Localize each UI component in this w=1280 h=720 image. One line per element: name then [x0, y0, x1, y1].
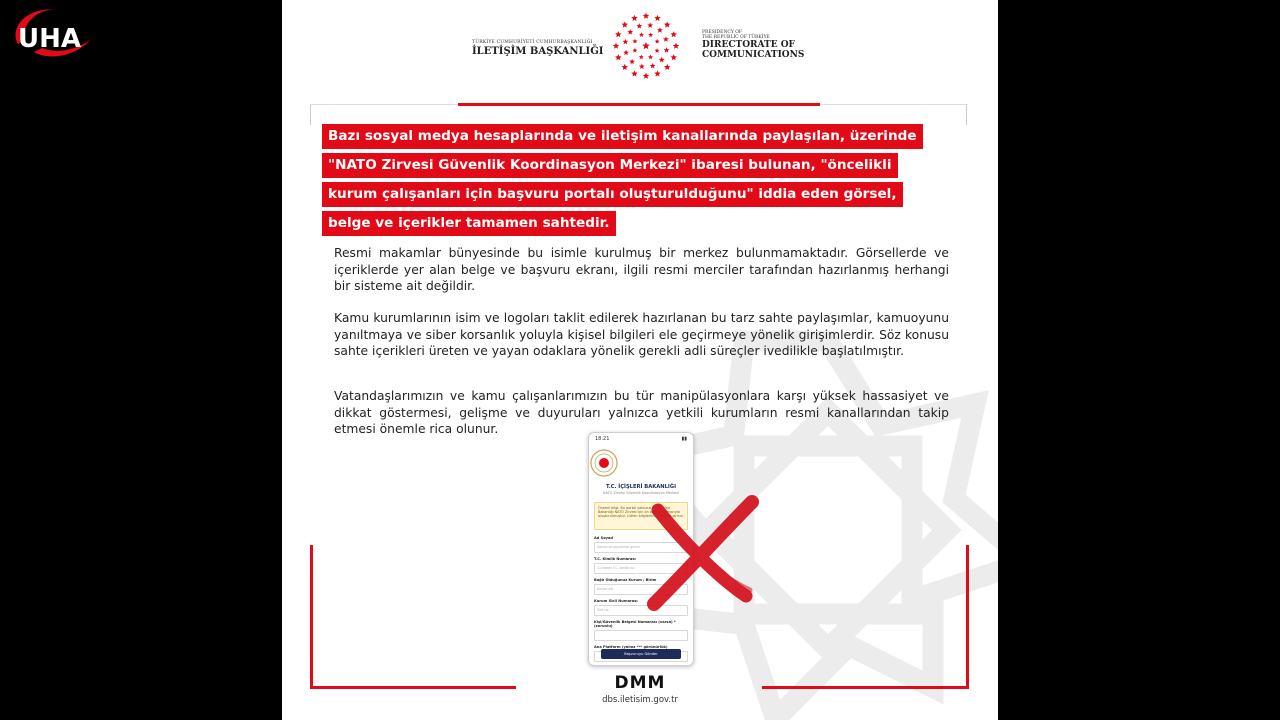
- body-paragraph-2: Kamu kurumlarının isim ve logoları taklit edilerek hazırlanan bu tarz sahte paylaşımlar, kamuoyunu yanıltmaya ve siber korsanlık yoluyla kişisel bilgileri ele geçirmeye yönelik girişimlerdir. Söz konusu sahte içerikleri üreten ve yayan odaklara yönelik gerekli adli süreçler ivedilikle başlatılmıştır.: [334, 311, 949, 358]
- headline: [322, 124, 962, 240]
- channel-logo: [4, 4, 96, 64]
- fake-cross-icon: [638, 492, 766, 612]
- dmm-url: dbs.iletisim.gov.tr: [602, 695, 678, 705]
- phone-title: T.C. İÇİŞLERİ BAKANLIĞI: [605, 484, 677, 490]
- dmm-footer: [600, 674, 680, 705]
- headline-line: Bazı sosyal medya hesaplarında ve iletişim kanallarında paylaşılan, üzerinde: [322, 124, 923, 149]
- frame-right-lower: [966, 545, 969, 689]
- phone-field-label: Ana Platform (yalnız *** görünürlük): [594, 645, 668, 649]
- body-paragraph-1: Resmi makamlar bünyesinde bu isimle kurulmuş bir merkez bulunmamaktadır. Görsellerde ve içeriklerde yer alan belge ve başvuru ekranı, ilgili resmi merciler tarafından hazırlanmış herhangi bir sisteme ait değildir.: [334, 246, 949, 293]
- org-name-en-small-2: THE REPUBLIC OF TÜRKİYE: [702, 35, 770, 40]
- org-name-en-small-1: PRESIDENCY OF: [702, 30, 743, 35]
- phone-field-input: 11 haneli T.C. kimlik no: [594, 563, 688, 574]
- phone-field-label: T.C. Kimlik Numarası: [594, 557, 636, 561]
- headline-line: belge ve içerikler tamamen sahtedir.: [322, 211, 616, 236]
- phone-field-input: Kurum adı: [594, 584, 688, 595]
- frame-left-upper: [310, 105, 311, 125]
- frame-right-upper: [966, 105, 967, 125]
- battery-icon: ▮▮: [681, 436, 687, 442]
- phone-status-bar: [589, 433, 693, 442]
- phone-time: 18:21: [595, 436, 610, 442]
- channel-logo-text: UHA: [18, 24, 81, 54]
- poster-header: [282, 8, 998, 86]
- phone-field-label: Kişi/Güvenlik Belgesi Numarası (varsa) * (zorunlu): [594, 620, 676, 628]
- org-name-tr-big: İLETİŞİM BAŞKANLIĞI: [472, 46, 604, 57]
- phone-field-label: Ad Soyad: [594, 536, 614, 540]
- org-name-en-big-2: COMMUNICATIONS: [702, 50, 805, 60]
- frame-bottom-left: [310, 686, 516, 689]
- body-paragraph-3: Vatandaşlarımızın ve kamu çalışanlarımızın bu tür manipülasyonlara karşı yüksek hassasiyet ve dikkat göstermesi, gelişme ve duyuruları yalnızca yetkili kurumların resmi kanallarından takip etmesi önemle rica olunur.: [334, 389, 949, 436]
- org-name-en-big-1: DIRECTORATE OF: [702, 40, 795, 50]
- phone-field-input: Adınızı ve soyadınızı giriniz: [594, 542, 688, 553]
- ministry-seal-icon: [589, 448, 619, 478]
- phone-form-field: [594, 620, 688, 641]
- phone-field-label: Bağlı Olduğunuz Kurum / Birim: [594, 578, 657, 582]
- headline-line: "NATO Zirvesi Güvenlik Koordinasyon Merkezi" ibaresi bulunan, "öncelikli: [322, 153, 898, 178]
- frame-top-grey-left: [310, 104, 458, 105]
- dmm-logo: DMM: [614, 673, 666, 693]
- phone-submit-button: Başvuruyu Gönder: [601, 649, 681, 659]
- star-emblem-icon: [610, 10, 682, 82]
- phone-field-input: Sicil no: [594, 605, 688, 616]
- frame-left-lower: [310, 545, 313, 689]
- phone-notice: Önemli bilgi: Bu portal yalnızca T.C. İçişleri Bakanlığı NATO Zirvesi için ön başvuru amacıyla oluşturulmuştur. Lütfen bilgilerinizi eksiksiz giriniz.: [594, 502, 688, 530]
- frame-bottom-right: [762, 686, 969, 689]
- phone-field-input: [594, 630, 688, 641]
- frame-top-grey-right: [820, 104, 968, 105]
- phone-field-label: Kurum Sicil Numarası: [594, 599, 638, 603]
- org-name-en: [702, 30, 822, 60]
- frame-top: [458, 103, 820, 106]
- announcement-poster: [282, 0, 998, 720]
- org-name-tr-small: TÜRKİYE CUMHURİYETİ CUMHURBAŞKANLIĞI: [472, 40, 593, 45]
- phone-subtitle: NATO Zirvesi Güvenlik Koordinasyon Merkezi: [603, 491, 679, 495]
- headline-line: kurum çalışanları için başvuru portalı oluşturulduğunu" iddia eden görsel,: [322, 182, 903, 207]
- org-name-tr: [472, 40, 604, 57]
